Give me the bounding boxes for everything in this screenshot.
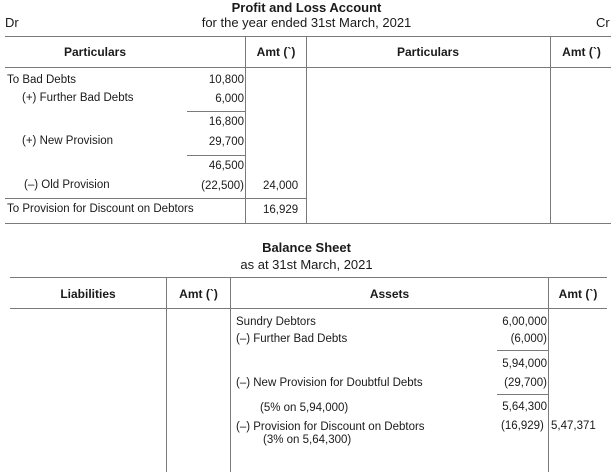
bs-top-rule <box>10 277 607 278</box>
pl-bad-debts-amt: 10,800 <box>208 74 244 86</box>
pl-header-amt-left: Amt (`) <box>256 45 296 59</box>
bs-further-bad-debts-label: (–) Further Bad Debts <box>236 333 348 345</box>
pl-old-provision-label: (–) Old Provision <box>24 179 110 191</box>
pl-header-amt-right: Amt (`) <box>562 45 601 59</box>
bs-col-divider-2 <box>230 277 231 472</box>
bs-subtitle: as at 31st March, 2021 <box>240 257 373 272</box>
pl-subtitle: for the year ended 31st March, 2021 <box>201 15 412 30</box>
pl-dr-label: Dr <box>5 15 19 30</box>
pl-further-bad-debts-amt: 6,000 <box>215 93 244 105</box>
pl-subtotal-rule-2 <box>187 155 245 156</box>
bs-header-amt-right: Amt (`) <box>558 287 598 301</box>
pl-further-bad-debts-label: (+) Further Bad Debts <box>22 92 134 104</box>
bs-subtotal-rule-1 <box>497 350 548 351</box>
bs-pct-note-1: (5% on 5,94,000) <box>260 402 349 414</box>
bs-new-provision-label: (–) New Provision for Doubtful Debts <box>236 377 423 389</box>
bs-header-rule <box>10 308 607 309</box>
bs-header-assets: Assets <box>369 287 410 301</box>
pl-header-particulars-left: Particulars <box>63 45 127 59</box>
bs-subtotal-2: 5,64,300 <box>502 401 547 413</box>
bs-debtors-label: Sundry Debtors <box>236 316 316 328</box>
pl-row-rule <box>5 198 306 199</box>
bs-discount-amt: (16,929) <box>501 420 544 432</box>
pl-new-provision-label: (+) New Provision <box>22 135 114 147</box>
bs-new-provision-amt: (29,700) <box>504 377 547 389</box>
pl-old-provision-amt: (22,500) <box>201 180 244 192</box>
pl-old-provision-total: 24,000 <box>263 180 299 192</box>
bs-pct-note-2: (3% on 5,64,300) <box>263 434 352 446</box>
bs-title: Balance Sheet <box>262 240 351 255</box>
pl-bad-debts-label: To Bad Debts <box>7 74 77 86</box>
pl-header-rule <box>5 67 611 68</box>
bs-subtotal-rule-2 <box>497 394 548 395</box>
pl-discount-amt: 16,929 <box>263 204 299 216</box>
bs-further-bad-debts-amt: (6,000) <box>510 333 547 345</box>
pl-subtotal-2: 46,500 <box>208 160 244 172</box>
bs-header-liabilities: Liabilities <box>60 287 116 301</box>
pl-col-divider-2 <box>306 36 307 223</box>
bs-header-amt-left: Amt (`) <box>179 287 218 301</box>
pl-title: Profit and Loss Account <box>231 0 382 15</box>
pl-header-particulars-right: Particulars <box>396 45 460 59</box>
pl-discount-label: To Provision for Discount on Debtors <box>7 203 194 215</box>
pl-bottom-rule <box>5 223 611 224</box>
bs-final-amt: 5,47,371 <box>551 420 596 432</box>
pl-col-divider-3 <box>550 36 551 223</box>
pl-cr-label: Cr <box>596 15 610 30</box>
bs-subtotal-1: 5,94,000 <box>502 358 547 370</box>
bs-col-divider-3 <box>548 277 549 472</box>
pl-col-divider-1 <box>245 36 246 223</box>
bs-debtors-amt: 6,00,000 <box>502 316 547 328</box>
pl-top-rule <box>5 36 611 37</box>
bs-col-divider-1 <box>166 277 167 472</box>
pl-subtotal-1: 16,800 <box>208 116 244 128</box>
pl-subtotal-rule-1 <box>187 111 245 112</box>
bs-discount-label: (–) Provision for Discount on Debtors <box>236 421 425 433</box>
pl-new-provision-amt: 29,700 <box>208 136 244 148</box>
